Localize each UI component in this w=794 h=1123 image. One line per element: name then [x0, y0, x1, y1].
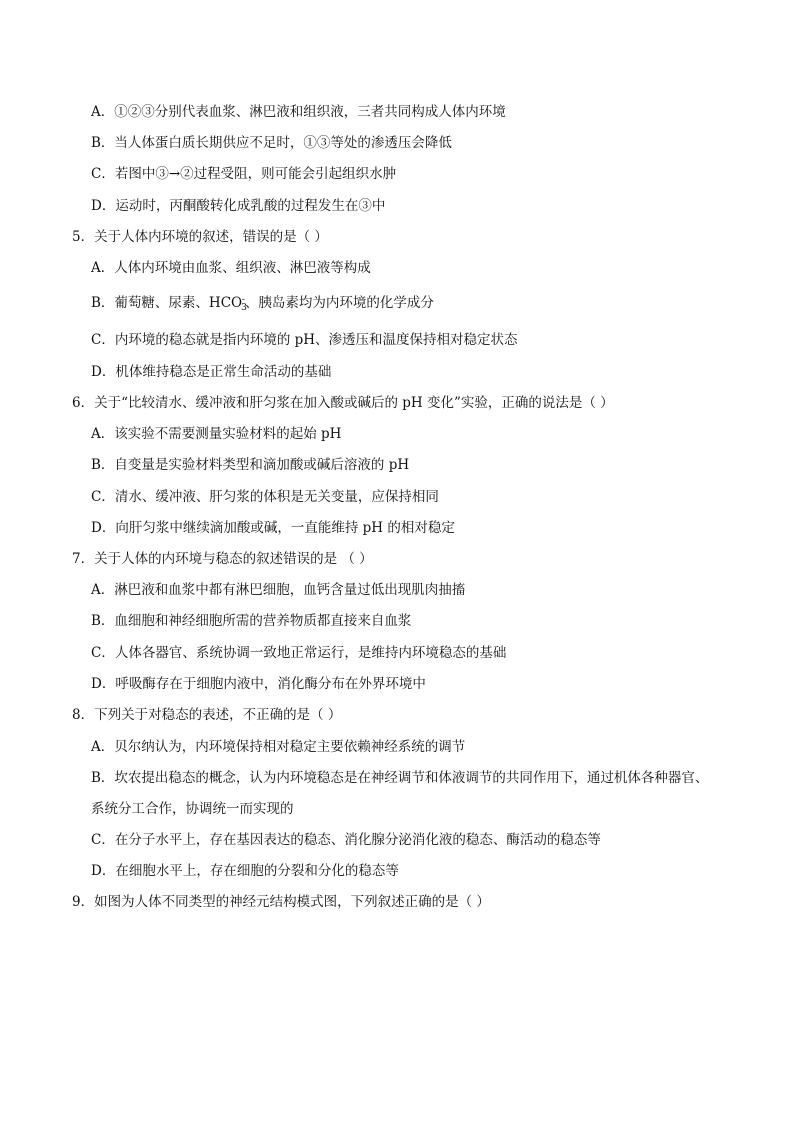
q5-option-c: C．内环境的稳态就是指内环境的 pH、渗透压和温度保持相对稳定状态 — [91, 332, 518, 348]
q6-stem: 6．关于“比较清水、缓冲液和肝匀浆在加入酸或碱后的 pH 变化”实验，正确的说法是（ ） — [72, 395, 614, 411]
q7-option-c: C．人体各器官、系统协调一致地正常运行，是维持内环境稳态的基础 — [91, 645, 507, 661]
q8-stem: 8．下列关于对稳态的表述，不正确的是（ ） — [72, 707, 342, 723]
q5-stem: 5．关于人体内环境的叙述，错误的是（ ） — [72, 229, 328, 245]
q8-option-b-line1: B．坎农提出稳态的概念，认为内环境稳态是在神经调节和体液调节的共同作用下，通过机体各种器官、 — [91, 770, 709, 786]
q5-option-b-text-before: B．葡萄糖、尿素、HCO — [91, 295, 243, 311]
q7-stem: 7．关于人体的内环境与稳态的叙述错误的是 （ ） — [72, 551, 373, 567]
q5-option-a: A．人体内环境由血浆、组织液、淋巴液等构成 — [91, 260, 371, 276]
q7-option-d: D．呼吸酶存在于细胞内液中，消化酶分布在外界环境中 — [91, 676, 426, 692]
q8-option-c: C．在分子水平上，存在基因表达的稳态、消化腺分泌消化液的稳态、酶活动的稳态等 — [91, 832, 601, 848]
q9-stem: 9．如图为人体不同类型的神经元结构模式图，下列叙述正确的是（ ） — [72, 894, 490, 910]
q8-option-a: A．贝尔纳认为，内环境保持相对稳定主要依赖神经系统的调节 — [91, 739, 466, 755]
q6-option-c: C．清水、缓冲液、肝匀浆的体积是无关变量，应保持相同 — [91, 489, 439, 505]
q4-option-c: C．若图中③→②过程受阻，则可能会引起组织水肿 — [91, 166, 397, 182]
q4-option-b: B．当人体蛋白质长期供应不足时，①③等处的渗透压会降低 — [91, 135, 452, 151]
q5-option-b-text-after: 、胰岛素均为内环境的化学成分 — [244, 295, 434, 311]
q6-option-d: D．向肝匀浆中继续滴加酸或碱，一直能维持 pH 的相对稳定 — [91, 520, 455, 536]
q7-option-b: B．血细胞和神经细胞所需的营养物质都直接来自血浆 — [91, 613, 412, 629]
bicarbonate-superscript: - — [241, 295, 245, 305]
q6-option-a: A．该实验不需要测量实验材料的起始 pH — [91, 426, 342, 442]
q8-option-b-line2: 系统分工合作，协调统一而实现的 — [91, 801, 294, 817]
q4-option-d: D．运动时，丙酮酸转化成乳酸的过程发生在③中 — [91, 198, 386, 214]
q4-option-a: A．①②③分别代表血浆、淋巴液和组织液，三者共同构成人体内环境 — [91, 104, 506, 120]
bicarbonate-subscript: 3 — [241, 303, 247, 313]
q5-option-b — [91, 294, 434, 314]
q8-option-d: D．在细胞水平上，存在细胞的分裂和分化的稳态等 — [91, 863, 399, 879]
q5-option-d: D．机体维持稳态是正常生命活动的基础 — [91, 364, 332, 380]
q7-option-a: A．淋巴液和血浆中都有淋巴细胞，血钙含量过低出现肌肉抽搐 — [91, 582, 466, 598]
q6-option-b: B．自变量是实验材料类型和滴加酸或碱后溶液的 pH — [91, 457, 410, 473]
